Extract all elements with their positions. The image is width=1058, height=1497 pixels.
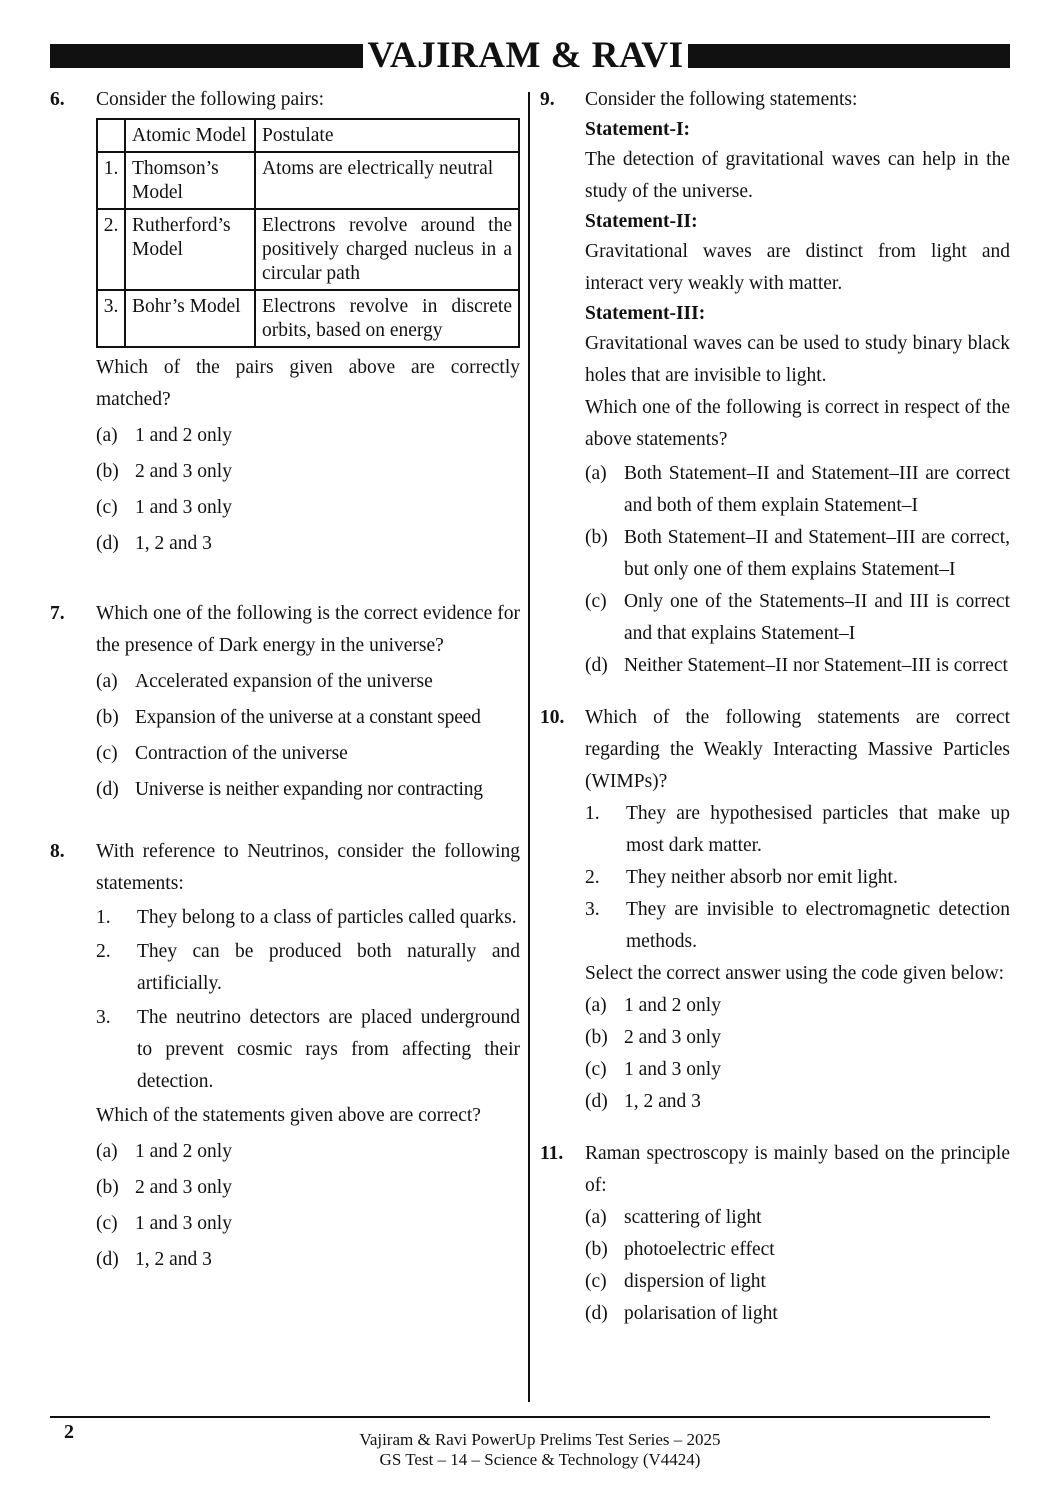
option-label: (c)	[96, 497, 118, 518]
option-d[interactable]	[96, 774, 520, 806]
statement-item	[585, 894, 1010, 958]
table-cell: 2.	[97, 209, 125, 290]
question-number: 11.	[540, 1143, 564, 1164]
question-10	[540, 702, 1010, 1118]
table-cell: Bohr’s Model	[125, 290, 255, 347]
option-c[interactable]	[585, 1054, 1010, 1086]
statement-item	[585, 798, 1010, 862]
page-number: 2	[64, 1421, 74, 1443]
option-label: (b)	[585, 1239, 608, 1260]
option-text: 1 and 3 only	[624, 1059, 721, 1080]
table-cell: 3.	[97, 290, 125, 347]
option-a[interactable]	[96, 1136, 520, 1168]
statements-list	[96, 902, 520, 1098]
table-cell: Atoms are electrically neutral	[255, 152, 519, 209]
question-8	[50, 836, 520, 1276]
option-text: 2 and 3 only	[135, 1177, 232, 1198]
option-label: (c)	[585, 591, 607, 612]
option-text: Universe is neither expanding nor contracting	[135, 779, 483, 800]
option-text: 1 and 2 only	[135, 425, 232, 446]
question-ask: Select the correct answer using the code given below:	[585, 963, 1005, 984]
question-ask: Which of the pairs given above are correctly matched?	[96, 357, 520, 410]
statement-label: 3.	[96, 1007, 111, 1028]
option-label: (b)	[96, 707, 119, 728]
statement-item	[96, 936, 520, 1000]
options-list	[585, 458, 1010, 682]
option-label: (d)	[96, 1249, 119, 1270]
option-a[interactable]	[96, 666, 520, 698]
option-b[interactable]	[585, 522, 1010, 586]
statement-text: The neutrino detectors are placed underground to prevent cosmic rays from affecting their detection.	[137, 1007, 520, 1092]
option-text: 1, 2 and 3	[624, 1091, 701, 1112]
table-cell: Rutherford’s Model	[125, 209, 255, 290]
option-text: photoelectric effect	[624, 1239, 775, 1260]
option-text: Accelerated expansion of the universe	[135, 671, 433, 692]
statement-text: Gravitational waves can be used to study binary black holes that are invisible to light.	[585, 333, 1010, 386]
question-7	[50, 598, 520, 806]
option-label: (a)	[585, 1207, 607, 1228]
table-row	[97, 290, 519, 347]
option-text: 1 and 3 only	[135, 497, 232, 518]
statement-text: They are hypothesised particles that make up most dark matter.	[626, 803, 1010, 856]
option-text: 1 and 2 only	[624, 995, 721, 1016]
table-header-postulate: Postulate	[255, 119, 519, 152]
footer-series-title: Vajiram & Ravi PowerUp Prelims Test Series – 2025	[359, 1430, 721, 1449]
option-text: Neither Statement–II nor Statement–III is correct	[624, 655, 1008, 676]
question-stem: Consider the following pairs:	[96, 89, 325, 110]
question-stem: Which one of the following is the correct evidence for the presence of Dark energy in the universe?	[96, 603, 520, 656]
option-text: 1 and 3 only	[135, 1213, 232, 1234]
statement-text: They belong to a class of particles called quarks.	[137, 907, 517, 928]
question-number: 8.	[50, 841, 65, 862]
table-cell: 1.	[97, 152, 125, 209]
option-text: Contraction of the universe	[135, 743, 348, 764]
header-bar-right	[688, 44, 1010, 68]
option-label: (b)	[96, 461, 119, 482]
statement-item	[96, 902, 520, 934]
option-text: Both Statement–II and Statement–III are correct and both of them explain Statement–I	[624, 463, 1010, 516]
left-column	[50, 84, 520, 1276]
statement-item	[96, 1002, 520, 1098]
statement-text: They can be produced both naturally and artificially.	[137, 941, 520, 994]
option-label: (d)	[585, 1091, 608, 1112]
option-text: 1 and 2 only	[135, 1141, 232, 1162]
statement-label: 2.	[96, 941, 111, 962]
statement-text: Gravitational waves are distinct from light and interact very weakly with matter.	[585, 241, 1010, 294]
table-cell: Electrons revolve in discrete orbits, based on energy	[255, 290, 519, 347]
option-d[interactable]	[96, 1244, 520, 1276]
footer-rule	[50, 1416, 990, 1418]
options-list	[96, 1136, 520, 1276]
option-a[interactable]	[585, 990, 1010, 1022]
option-label: (b)	[96, 1177, 119, 1198]
question-number: 7.	[50, 603, 65, 624]
column-divider	[528, 92, 530, 1402]
option-text: Expansion of the universe at a constant speed	[135, 707, 481, 728]
page-header	[50, 35, 1010, 76]
table-cell: Thomson’s Model	[125, 152, 255, 209]
option-label: (a)	[96, 1141, 118, 1162]
question-stem: Consider the following statements:	[585, 89, 858, 110]
option-label: (c)	[96, 743, 118, 764]
brand-title: VAJIRAM & RAVI	[367, 35, 684, 76]
statement-item	[585, 862, 1010, 894]
option-b[interactable]	[585, 1022, 1010, 1054]
table-header-row	[97, 119, 519, 152]
option-label: (d)	[96, 779, 119, 800]
option-text: scattering of light	[624, 1207, 762, 1228]
options-list	[96, 666, 520, 806]
option-label: (a)	[96, 671, 118, 692]
statement-heading: Statement-III:	[585, 303, 706, 324]
table-row	[97, 152, 519, 209]
question-number: 10.	[540, 707, 565, 728]
question-9	[540, 84, 1010, 682]
statement-label: 3.	[585, 899, 600, 920]
option-label: (d)	[96, 533, 119, 554]
right-column	[540, 84, 1010, 1330]
question-stem: Which of the following statements are correct regarding the Weakly Interacting Massive Particles (WIMPs)?	[585, 707, 1010, 792]
question-number: 6.	[50, 89, 65, 110]
table-row	[97, 209, 519, 290]
option-b[interactable]	[96, 1172, 520, 1204]
option-b[interactable]	[96, 702, 520, 734]
option-c[interactable]	[96, 492, 520, 524]
options-list	[585, 1202, 1010, 1330]
option-d[interactable]	[585, 650, 1010, 682]
option-a[interactable]	[96, 420, 520, 452]
footer-test-title: GS Test – 14 – Science & Technology (V4424)	[379, 1450, 701, 1469]
option-c[interactable]	[96, 738, 520, 770]
statement-text: The detection of gravitational waves can help in the study of the universe.	[585, 149, 1010, 202]
pairs-table	[96, 118, 520, 348]
option-a[interactable]	[585, 458, 1010, 522]
question-stem: With reference to Neutrinos, consider the following statements:	[96, 841, 520, 894]
option-b[interactable]	[585, 1234, 1010, 1266]
option-d[interactable]	[585, 1298, 1010, 1330]
question-11	[540, 1138, 1010, 1330]
option-text: Only one of the Statements–II and III is correct and that explains Statement–I	[624, 591, 1010, 644]
question-number: 9.	[540, 89, 555, 110]
option-label: (a)	[585, 463, 607, 484]
option-label: (b)	[585, 1027, 608, 1048]
statements-list	[585, 798, 1010, 958]
option-text: polarisation of light	[624, 1303, 778, 1324]
option-text: Both Statement–II and Statement–III are correct, but only one of them explains Statement–I	[624, 527, 1010, 580]
option-d[interactable]	[96, 528, 520, 560]
option-text: dispersion of light	[624, 1271, 766, 1292]
statement-label: 1.	[96, 907, 111, 928]
option-label: (c)	[96, 1213, 118, 1234]
option-c[interactable]	[585, 1266, 1010, 1298]
option-label: (a)	[96, 425, 118, 446]
option-label: (d)	[585, 655, 608, 676]
table-cell	[97, 119, 125, 152]
table-header-model: Atomic Model	[125, 119, 255, 152]
option-label: (c)	[585, 1271, 607, 1292]
option-text: 2 and 3 only	[135, 461, 232, 482]
option-c[interactable]	[585, 586, 1010, 650]
statement-text: They are invisible to electromagnetic detection methods.	[626, 899, 1010, 952]
question-stem: Raman spectroscopy is mainly based on the principle of:	[585, 1143, 1010, 1196]
statement-label: 1.	[585, 803, 600, 824]
option-a[interactable]	[585, 1202, 1010, 1234]
question-ask: Which of the statements given above are correct?	[96, 1105, 481, 1126]
options-list	[96, 420, 520, 560]
option-label: (b)	[585, 527, 608, 548]
header-bar-left	[50, 44, 363, 68]
option-b[interactable]	[96, 456, 520, 488]
question-6	[50, 84, 520, 560]
option-text: 2 and 3 only	[624, 1027, 721, 1048]
option-label: (d)	[585, 1303, 608, 1324]
option-c[interactable]	[96, 1208, 520, 1240]
statement-heading: Statement-I:	[585, 119, 691, 140]
table-cell: Electrons revolve around the positively charged nucleus in a circular path	[255, 209, 519, 290]
option-text: 1, 2 and 3	[135, 1249, 212, 1270]
statement-heading: Statement-II:	[585, 211, 698, 232]
statement-text: They neither absorb nor emit light.	[626, 867, 898, 888]
question-ask: Which one of the following is correct in respect of the above statements?	[585, 397, 1010, 450]
option-label: (c)	[585, 1059, 607, 1080]
statement-label: 2.	[585, 867, 600, 888]
options-list	[585, 990, 1010, 1118]
option-label: (a)	[585, 995, 607, 1016]
option-text: 1, 2 and 3	[135, 533, 212, 554]
option-d[interactable]	[585, 1086, 1010, 1118]
